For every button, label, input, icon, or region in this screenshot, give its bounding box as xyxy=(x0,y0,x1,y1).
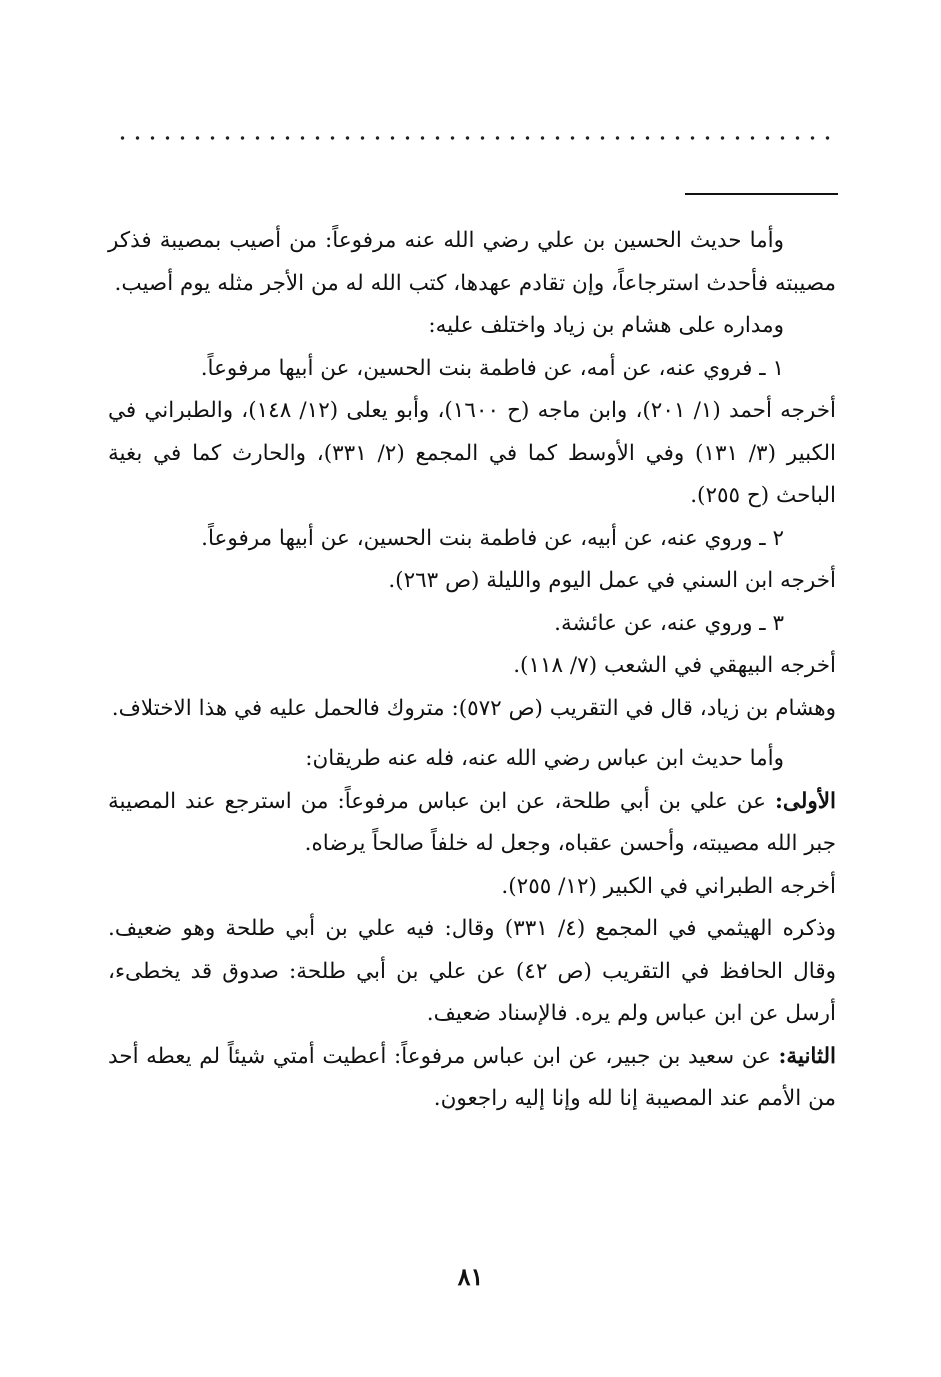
paragraph: وذكره الهيثمي في المجمع (٤/ ٣٣١) وقال: فيه علي بن أبي طلحة وهو ضعيف. وقال الحافظ في التقريب (ص ٤٢) عن علي بن أبي طلحة: صدوق قد يخطىء، أرسل عن ابن عباس ولم يره. فالإسناد ضعيف. xyxy=(108,916,836,1026)
paragraph: وأما حديث الحسين بن علي رضي الله عنه مرفوعاً: من أصيب بمصيبة فذكر مصيبته فأحدث استرجاعاً، وإن تقادم عهدها، كتب الله له من الأجر مثله يوم أصيب. xyxy=(108,228,836,296)
paragraph: وهشام بن زياد، قال في التقريب (ص ٥٧٢): متروك فالحمل عليه في هذا الاختلاف. xyxy=(111,695,836,721)
horizontal-rule xyxy=(685,193,838,195)
paragraph: أخرجه الطبراني في الكبير (١٢/ ٢٥٥). xyxy=(501,873,836,899)
paragraph-text: عن سعيد بن جبير، عن ابن عباس مرفوعاً: أعطيت أمتي شيئاً لم يعطه أحد من الأمم عند المصيبة إنا لله وإنا إليه راجعون. xyxy=(108,1043,836,1111)
dotted-separator xyxy=(115,134,835,142)
paragraph: أخرجه ابن السني في عمل اليوم والليلة (ص ٢٦٣). xyxy=(388,568,836,593)
lead-word: الثانية: xyxy=(778,1043,836,1069)
paragraph-first-way xyxy=(108,781,836,866)
paragraph: وأما حديث ابن عباس رضي الله عنه، فله عنه طريقان: xyxy=(305,746,784,771)
paragraph-text: عن علي بن أبي طلحة، عن ابن عباس مرفوعاً: من استرجع عند المصيبة جبر الله مصيبته، وأحسن عقباه، وجعل له خلفاً صالحاً يرضاه. xyxy=(108,788,836,856)
paragraph: أخرجه البيهقي في الشعب (٧/ ١١٨). xyxy=(513,653,836,678)
main-text xyxy=(108,220,836,1121)
list-item-3: ٣ ـ وروي عنه، عن عائشة. xyxy=(554,610,784,636)
paragraph-second-way xyxy=(108,1036,836,1121)
paragraph: ومداره على هشام بن زياد واختلف عليه: xyxy=(428,313,784,338)
paragraph: أخرجه أحمد (١/ ٢٠١)، وابن ماجه (ح ١٦٠٠)، وأبو يعلى (١٢/ ١٤٨)، والطبراني في الكبير (٣/ ١٣١) وفي الأوسط كما في المجمع (٢/ ٣٣١)، والحارث كما في بغية الباحث (ح ٢٥٥). xyxy=(108,398,837,508)
page-number: ٨١ xyxy=(457,1262,484,1291)
list-item-2: ٢ ـ وروي عنه، عن أبيه، عن فاطمة بنت الحسين، عن أبيها مرفوعاً. xyxy=(201,525,784,551)
lead-word: الأولى: xyxy=(774,788,836,814)
list-item-1: ١ ـ فروي عنه، عن أمه، عن فاطمة بنت الحسين، عن أبيها مرفوعاً. xyxy=(200,355,784,381)
